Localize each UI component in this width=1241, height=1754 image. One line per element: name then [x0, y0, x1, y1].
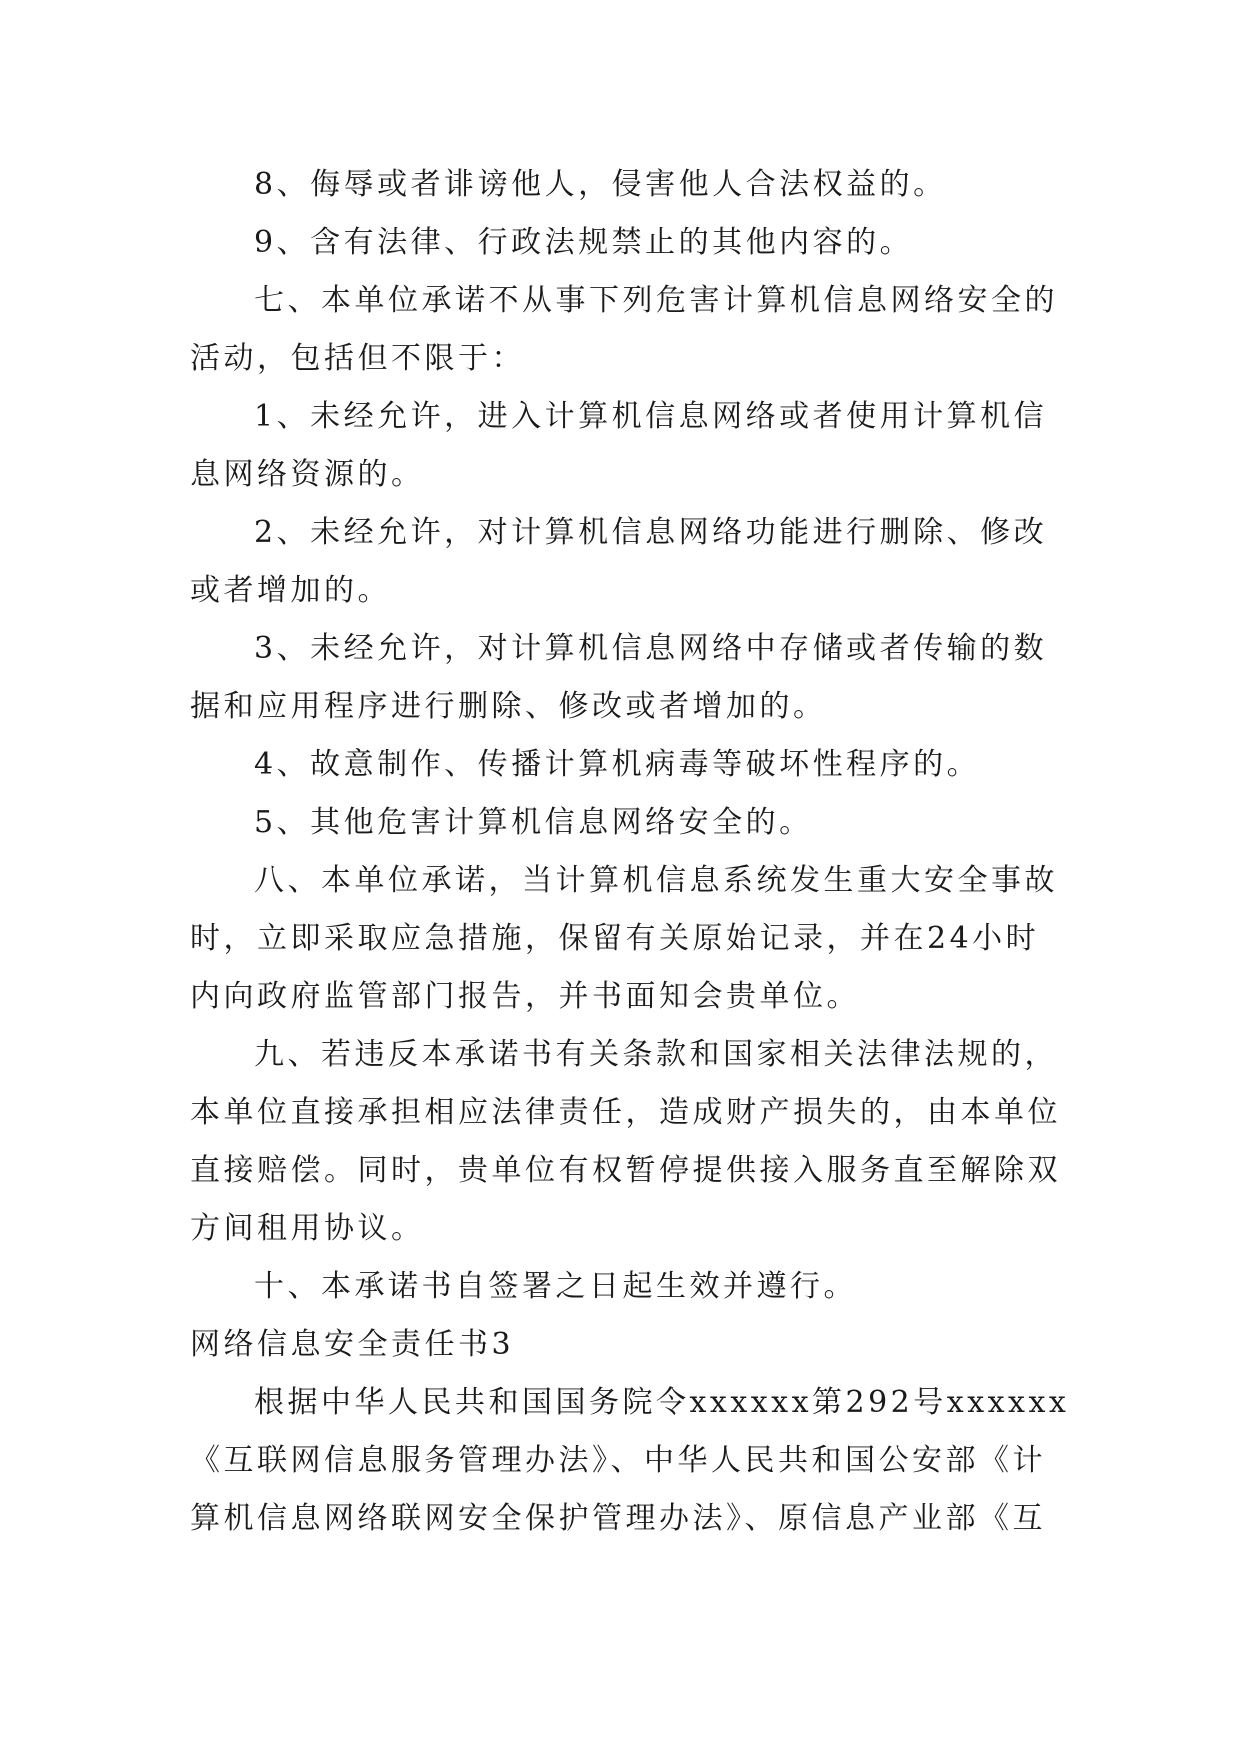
text-line: 时，立即采取应急措施，保留有关原始记录，并在24小时 [190, 921, 1040, 956]
text-line: 七、本单位承诺不从事下列危害计算机信息网络安全的 [254, 283, 1058, 318]
text-line: 根据中华人民共和国国务院令xxxxxx第292号xxxxxx [254, 1385, 1070, 1420]
text-line: 8、侮辱或者诽谤他人，侵害他人合法权益的。 [254, 167, 947, 202]
section-title: 网络信息安全责任书3 [190, 1327, 515, 1362]
text-line: 2、未经允许，对计算机信息网络功能进行删除、修改 [254, 515, 1048, 550]
text-line: 算机信息网络联网安全保护管理办法》、原信息产业部《互 [190, 1501, 1046, 1536]
text-line: 5、其他危害计算机信息网络安全的。 [254, 805, 813, 840]
text-line: 或者增加的。 [190, 573, 391, 608]
text-line: 八、本单位承诺，当计算机信息系统发生重大安全事故 [254, 863, 1058, 898]
text-line: 《互联网信息服务管理办法》、中华人民共和国公安部《计 [190, 1443, 1046, 1478]
text-line: 4、故意制作、传播计算机病毒等破坏性程序的。 [254, 747, 981, 782]
text-line: 活动，包括但不限于： [190, 341, 525, 376]
text-line: 息网络资源的。 [190, 457, 425, 492]
text-line: 十、本承诺书自签署之日起生效并遵行。 [254, 1269, 857, 1304]
text-line: 3、未经允许，对计算机信息网络中存储或者传输的数 [254, 631, 1048, 666]
text-line: 直接赔偿。同时，贵单位有权暂停提供接入服务直至解除双 [190, 1153, 1061, 1188]
text-line: 内向政府监管部门报告，并书面知会贵单位。 [190, 979, 860, 1014]
text-line: 本单位直接承担相应法律责任，造成财产损失的，由本单位 [190, 1095, 1061, 1130]
text-line: 方间租用协议。 [190, 1211, 425, 1246]
text-line: 据和应用程序进行删除、修改或者增加的。 [190, 689, 827, 724]
text-line: 九、若违反本承诺书有关条款和国家相关法律法规的， [254, 1037, 1058, 1072]
text-line: 9、含有法律、行政法规禁止的其他内容的。 [254, 225, 914, 260]
text-line: 1、未经允许，进入计算机信息网络或者使用计算机信 [254, 399, 1048, 434]
